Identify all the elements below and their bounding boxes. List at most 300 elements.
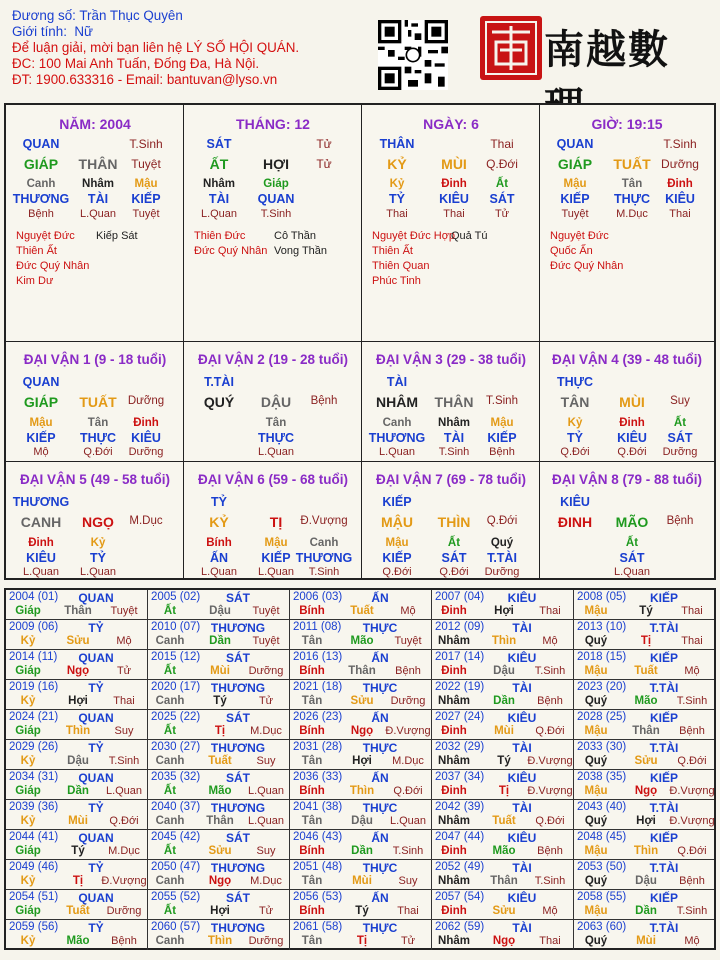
year-ten-god: KIẾP	[649, 711, 679, 725]
year-ten-god: TỶ	[88, 801, 104, 815]
dai-van-6	[184, 462, 362, 578]
contact-line: Để luận giải, mời bạn liên hệ LÝ SỐ HỘI QUÁN.	[12, 40, 300, 55]
year-stem: Ất	[163, 605, 177, 617]
dai-van-hidden-god: KIÊU	[617, 431, 647, 445]
heavenly-stem: ẤT	[209, 156, 229, 172]
year-label: 2056 (53)	[293, 891, 343, 903]
dai-van-ten-god: TÀI	[386, 375, 408, 389]
year-stem: Kỷ	[20, 635, 36, 647]
year-ten-god: TÀI	[512, 921, 532, 935]
owner-name: Đương số: Trần Thục Quyên	[12, 8, 183, 23]
year-ten-god: TÀI	[512, 801, 532, 815]
dai-van-stem: NHÂM	[376, 394, 418, 410]
year-ten-god: THỰC	[362, 621, 398, 635]
year-ten-god: KIÊU	[507, 771, 537, 785]
year-branch: Sửu	[66, 635, 90, 647]
star-text: Vong Thần	[274, 245, 328, 257]
year-stem: Canh	[155, 935, 185, 947]
year-ten-god: QUAN	[78, 651, 114, 665]
year-branch: Hợi	[210, 905, 230, 917]
pillar-title: NGÀY: 6	[423, 116, 479, 132]
dai-van-hidden-stem: Bính	[206, 537, 232, 549]
year-cell	[432, 710, 574, 740]
year-phase: Mộ	[116, 635, 132, 647]
phase-stem: Thai	[490, 137, 514, 151]
year-ten-god: ẤN	[371, 891, 389, 905]
year-branch: Thân	[64, 605, 92, 617]
year-phase: Dưỡng	[248, 935, 284, 947]
year-label: 2013 (10)	[577, 621, 627, 633]
year-stem: Giáp	[15, 725, 41, 737]
year-stem: Tân	[301, 875, 323, 887]
year-branch: Sửu	[634, 755, 658, 767]
dai-van-hidden-stem: Mậu	[29, 417, 53, 429]
pillar-4	[540, 105, 714, 342]
year-stem: Bính	[299, 785, 325, 797]
dai-van-3	[362, 342, 540, 462]
year-label: 2053 (50)	[577, 861, 627, 873]
year-branch: Dần	[209, 635, 231, 647]
hidden-phase: Bệnh	[28, 208, 54, 220]
hidden-ten-god: KIẾP	[560, 192, 590, 206]
dai-van-hidden-stem: Tân	[265, 417, 287, 429]
dai-van-hidden-stem: Quý	[490, 537, 514, 549]
year-branch: Tuất	[634, 665, 658, 677]
dai-van-hidden-stem: Đinh	[28, 537, 54, 549]
dai-van-hidden-god: TỶ	[90, 551, 106, 565]
pillar-2	[184, 105, 362, 342]
phone-email-line: ĐT: 1900.633316 - Email: bantuvan@lyso.vn	[12, 72, 278, 87]
dai-van-phase: Bệnh	[310, 395, 338, 407]
year-cell	[148, 590, 290, 620]
year-label: 2038 (35)	[577, 771, 627, 783]
year-cell	[432, 890, 574, 920]
year-cell	[6, 680, 148, 710]
pillar-grid	[4, 103, 716, 580]
year-stem: Ất	[163, 905, 177, 917]
dai-van-5	[6, 462, 184, 578]
year-cell	[6, 770, 148, 800]
year-ten-god: SÁT	[226, 771, 250, 785]
year-branch: Ngọ	[66, 665, 90, 677]
dai-van-stem: MẬU	[381, 514, 413, 530]
year-phase: Suy	[114, 725, 134, 737]
year-label: 2028 (25)	[577, 711, 627, 723]
year-stem: Nhâm	[438, 875, 470, 887]
year-label: 2043 (40)	[577, 801, 627, 813]
year-label: 2057 (54)	[435, 891, 485, 903]
dai-van-1	[6, 342, 184, 462]
year-cell	[290, 830, 432, 860]
year-stem: Mậu	[584, 605, 608, 617]
dai-van-branch: TỊ	[269, 514, 283, 530]
dai-van-hidden-phase: Mộ	[33, 446, 49, 458]
pillar-title: GIỜ: 19:15	[591, 116, 663, 132]
year-label: 2032 (29)	[435, 741, 485, 753]
year-phase: T.Sinh	[676, 695, 708, 707]
year-cell	[290, 740, 432, 770]
dai-van-hidden-phase: L.Quan	[613, 566, 651, 578]
year-branch: Hợi	[636, 815, 656, 827]
hidden-stem: Đinh	[667, 178, 693, 190]
year-phase: M.Dục	[392, 755, 424, 767]
year-ten-god: THƯƠNG	[210, 681, 266, 695]
dai-van-phase: Đ.Vượng	[300, 515, 348, 527]
year-ten-god: T.TÀI	[649, 861, 679, 875]
year-stem: Mậu	[584, 665, 608, 677]
year-branch: Tuất	[208, 755, 232, 767]
phase-branch: Tuyệt	[131, 157, 161, 171]
year-stem: Canh	[155, 635, 185, 647]
year-cell	[6, 740, 148, 770]
year-stem: Giáp	[15, 665, 41, 677]
star-text: Nguyệt Đức	[16, 230, 75, 242]
year-phase: Bệnh	[679, 875, 705, 887]
pillar-title: NĂM: 2004	[59, 116, 131, 132]
hidden-phase: Thai	[443, 208, 465, 220]
year-cell	[574, 770, 714, 800]
star-text: Kim Dư	[16, 275, 54, 287]
year-label: 2012 (09)	[435, 621, 485, 633]
year-phase: Tử	[400, 935, 416, 947]
year-ten-god: THỰC	[362, 921, 398, 935]
dai-van-stem: ĐINH	[557, 514, 593, 530]
dai-van-ten-god: QUAN	[22, 375, 60, 389]
hidden-stem: Nhâm	[203, 178, 235, 190]
year-branch: Tý	[497, 755, 511, 767]
year-cell	[148, 770, 290, 800]
year-branch: Tý	[355, 905, 369, 917]
dai-van-ten-god: KIẾP	[382, 495, 412, 509]
year-label: 2060 (57)	[151, 921, 201, 933]
dai-van-hidden-stem: Ất	[447, 537, 461, 549]
year-label: 2049 (46)	[9, 861, 59, 873]
dai-van-hidden-phase: Q.Đới	[83, 446, 113, 458]
year-stem: Canh	[155, 815, 185, 827]
dai-van-ten-god: TỶ	[211, 495, 227, 509]
year-phase: Đ.Vượng	[527, 785, 573, 797]
year-phase: L.Quan	[389, 815, 427, 827]
year-cell	[574, 890, 714, 920]
year-ten-god: THƯƠNG	[210, 801, 266, 815]
dai-van-phase: Q.Đới	[486, 515, 518, 527]
year-ten-god: T.TÀI	[649, 621, 679, 635]
dai-van-stem: CANH	[20, 514, 62, 530]
year-branch: Ngọ	[208, 875, 232, 887]
year-branch: Tị	[356, 935, 368, 947]
logo-text: 南越數	[544, 26, 670, 73]
year-label: 2062 (59)	[435, 921, 485, 933]
year-ten-god: SÁT	[226, 651, 250, 665]
year-stem: Mậu	[584, 785, 608, 797]
year-branch: Tuất	[492, 815, 516, 827]
year-ten-god: QUAN	[78, 771, 114, 785]
year-ten-god: TÀI	[512, 681, 532, 695]
dai-van-hidden-stem: Canh	[309, 537, 339, 549]
year-branch: Mão	[66, 935, 90, 947]
phase-branch: Tử	[316, 157, 332, 171]
year-phase: T.Sinh	[676, 905, 708, 917]
year-ten-god: THỰC	[362, 681, 398, 695]
year-cell	[6, 590, 148, 620]
year-branch: Mùi	[352, 875, 372, 887]
star-text: Quốc Ấn	[550, 245, 593, 257]
year-ten-god: THƯƠNG	[210, 741, 266, 755]
dai-van-title: ĐẠI VẬN 1 (9 - 18 tuổi)	[23, 352, 167, 367]
year-ten-god: TÀI	[512, 741, 532, 755]
year-label: 2031 (28)	[293, 741, 343, 753]
year-label: 2047 (44)	[435, 831, 485, 843]
year-stem: Kỷ	[20, 935, 36, 947]
year-label: 2006 (03)	[293, 591, 343, 603]
year-cell	[6, 920, 148, 950]
year-branch: Thìn	[207, 935, 233, 947]
year-cell	[432, 590, 574, 620]
year-branch: Thìn	[633, 845, 659, 857]
year-ten-god: KIẾP	[649, 771, 679, 785]
dai-van-hidden-stem: Kỷ	[90, 537, 106, 549]
year-ten-god: THỰC	[362, 741, 398, 755]
year-branch: Tý	[639, 605, 653, 617]
dai-van-hidden-god: THỰC	[79, 431, 117, 445]
year-cell	[574, 680, 714, 710]
dai-van-hidden-god: KIÊU	[26, 551, 56, 565]
year-branch: Tị	[72, 875, 84, 887]
year-label: 2045 (42)	[151, 831, 201, 843]
star-text: Đức Quý Nhân	[194, 245, 268, 257]
year-ten-god: TỶ	[88, 741, 104, 755]
address-line: ĐC: 100 Mai Anh Tuấn, Đống Đa, Hà Nội.	[12, 56, 260, 71]
year-stem: Mậu	[584, 905, 608, 917]
year-cell	[574, 590, 714, 620]
hidden-ten-god: THƯƠNG	[12, 192, 70, 206]
hidden-phase: Tuyệt	[561, 208, 589, 220]
year-ten-god: THƯƠNG	[210, 621, 266, 635]
year-phase: Mộ	[684, 935, 700, 947]
year-cell	[148, 860, 290, 890]
hidden-stem: Đinh	[441, 178, 467, 190]
year-stem: Tân	[301, 695, 323, 707]
year-stem: Nhâm	[438, 935, 470, 947]
hidden-phase: T.Sinh	[260, 208, 292, 220]
year-phase: Tử	[258, 695, 274, 707]
year-ten-god: ẤN	[371, 831, 389, 845]
year-branch: Thân	[490, 875, 518, 887]
year-label: 2008 (05)	[577, 591, 627, 603]
year-ten-god: TÀI	[512, 621, 532, 635]
year-phase: Tử	[116, 665, 132, 677]
year-branch: Dần	[635, 905, 657, 917]
dai-van-hidden-phase: Q.Đới	[617, 446, 647, 458]
year-ten-god: THƯƠNG	[210, 921, 266, 935]
year-ten-god: SÁT	[226, 711, 250, 725]
year-branch: Dậu	[493, 665, 515, 677]
earthly-branch: HỢI	[263, 156, 289, 172]
year-stem: Giáp	[15, 845, 41, 857]
year-label: 2029 (26)	[9, 741, 59, 753]
year-phase: Thai	[681, 605, 703, 617]
dai-van-hidden-phase: L.Quan	[200, 566, 238, 578]
dai-van-hidden-phase: L.Quan	[79, 566, 117, 578]
year-ten-god: THỰC	[362, 801, 398, 815]
year-ten-god: KIÊU	[507, 711, 537, 725]
year-branch: Mão	[492, 845, 516, 857]
year-stem: Tân	[301, 755, 323, 767]
year-phase: Q.Đới	[677, 755, 707, 767]
hidden-ten-god: KIẾP	[131, 192, 161, 206]
year-branch: Thân	[348, 665, 376, 677]
brand-logo	[478, 12, 710, 84]
pillar-3	[362, 105, 540, 342]
year-phase: Bệnh	[679, 725, 705, 737]
year-stem: Quý	[584, 935, 608, 947]
year-stem: Kỷ	[20, 755, 36, 767]
year-phase: Suy	[256, 845, 276, 857]
year-stem: Ất	[163, 725, 177, 737]
year-stem: Giáp	[15, 785, 41, 797]
year-label: 2036 (33)	[293, 771, 343, 783]
year-phase: Thai	[113, 695, 135, 707]
year-ten-god: ẤN	[371, 711, 389, 725]
dai-van-hidden-phase: L.Quan	[22, 566, 60, 578]
year-cell	[432, 920, 574, 950]
dai-van-stem: GIÁP	[23, 394, 59, 410]
year-label: 2048 (45)	[577, 831, 627, 843]
year-phase: Bệnh	[111, 935, 137, 947]
year-stem: Tân	[301, 935, 323, 947]
dai-van-hidden-phase: Dưỡng	[662, 446, 698, 458]
year-label: 2046 (43)	[293, 831, 343, 843]
year-stem: Quý	[584, 695, 608, 707]
year-label: 2050 (47)	[151, 861, 201, 873]
year-label: 2024 (21)	[9, 711, 59, 723]
year-branch: Dậu	[67, 755, 89, 767]
year-phase: Q.Đới	[535, 815, 565, 827]
star-text: Thiên Đức	[194, 230, 246, 242]
year-label: 2042 (39)	[435, 801, 485, 813]
dai-van-hidden-phase: Bệnh	[489, 446, 515, 458]
year-phase: Dưỡng	[390, 695, 426, 707]
year-branch: Ngọ	[492, 935, 516, 947]
year-phase: T.Sinh	[392, 845, 424, 857]
dai-van-title: ĐẠI VẬN 5 (49 - 58 tuổi)	[19, 472, 171, 487]
dai-van-4	[540, 342, 714, 462]
heavenly-stem: KỶ	[387, 156, 407, 172]
phase-stem: T.Sinh	[129, 137, 163, 151]
year-cell	[6, 860, 148, 890]
year-cell	[574, 620, 714, 650]
year-ten-god: THƯƠNG	[210, 861, 266, 875]
hidden-stem: Mậu	[134, 178, 158, 190]
year-label: 2009 (06)	[9, 621, 59, 633]
hidden-ten-god: QUAN	[257, 192, 295, 206]
year-phase: Suy	[256, 755, 276, 767]
year-label: 2051 (48)	[293, 861, 343, 873]
dai-van-branch: THÂN	[434, 394, 474, 410]
year-cell	[290, 860, 432, 890]
year-branch: Hợi	[494, 605, 514, 617]
dai-van-hidden-phase: Q.Đới	[560, 446, 590, 458]
star-text: Kiếp Sát	[96, 230, 138, 242]
year-phase: Bệnh	[537, 695, 563, 707]
year-cell	[432, 620, 574, 650]
hidden-stem: Nhâm	[82, 178, 114, 190]
hidden-phase: Tuyệt	[132, 208, 160, 220]
year-label: 2034 (31)	[9, 771, 59, 783]
year-cell	[574, 650, 714, 680]
dai-van-hidden-phase: Q.Đới	[382, 566, 412, 578]
year-stem: Đinh	[441, 905, 467, 917]
year-phase: M.Dục	[108, 845, 140, 857]
year-stem: Nhâm	[438, 635, 470, 647]
year-cell	[432, 770, 574, 800]
year-label: 2022 (19)	[435, 681, 485, 693]
pillar-title: THÁNG: 12	[236, 116, 310, 132]
year-ten-god: KIẾP	[649, 651, 679, 665]
phase-branch: Q.Đới	[486, 157, 518, 171]
year-branch: Mùi	[636, 935, 656, 947]
year-branch: Sửu	[492, 905, 516, 917]
year-phase: Q.Đới	[535, 725, 565, 737]
year-cell	[290, 650, 432, 680]
year-stem: Quý	[584, 755, 608, 767]
year-label: 2020 (17)	[151, 681, 201, 693]
year-cell	[148, 920, 290, 950]
year-branch: Sửu	[208, 845, 232, 857]
year-cell	[290, 800, 432, 830]
year-phase: T.Sinh	[534, 875, 566, 887]
header-info	[12, 8, 299, 88]
dai-van-hidden-phase: L.Quan	[378, 446, 416, 458]
year-ten-god: KIẾP	[649, 591, 679, 605]
year-stem: Bính	[299, 605, 325, 617]
year-phase: Dưỡng	[106, 905, 142, 917]
star-text: Nguyệt Đức Hợp	[372, 230, 456, 242]
year-cell	[148, 890, 290, 920]
year-label: 2027 (24)	[435, 711, 485, 723]
hidden-phase: L.Quan	[200, 208, 238, 220]
year-stem: Bính	[299, 725, 325, 737]
year-phase: T.Sinh	[108, 755, 140, 767]
year-label: 2061 (58)	[293, 921, 343, 933]
year-phase: Thai	[397, 905, 419, 917]
year-phase: Đ.Vượng	[669, 815, 715, 827]
gender-value: Nữ	[74, 24, 94, 39]
qr-code-icon	[378, 20, 448, 90]
year-label: 2026 (23)	[293, 711, 343, 723]
hidden-stem: Tân	[621, 178, 643, 190]
year-branch: Mùi	[210, 665, 230, 677]
year-branch: Thân	[206, 815, 234, 827]
year-label: 2021 (18)	[293, 681, 343, 693]
year-ten-god: T.TÀI	[649, 801, 679, 815]
year-branch: Hợi	[352, 755, 372, 767]
year-cell	[432, 680, 574, 710]
dai-van-hidden-stem: Đinh	[619, 417, 645, 429]
dai-van-hidden-god: THƯƠNG	[368, 431, 426, 445]
year-cell	[290, 680, 432, 710]
hidden-ten-god: KIÊU	[665, 192, 695, 206]
year-ten-god: THỰC	[362, 861, 398, 875]
year-ten-god: TỶ	[88, 921, 104, 935]
year-stem: Kỷ	[20, 875, 36, 887]
dai-van-hidden-phase: Dưỡng	[128, 446, 164, 458]
dai-van-branch: DẬU	[260, 394, 292, 410]
dai-van-hidden-phase: Dưỡng	[484, 566, 520, 578]
year-phase: Đ.Vượng	[669, 785, 715, 797]
year-branch: Sửu	[350, 695, 374, 707]
year-ten-god: QUAN	[78, 831, 114, 845]
